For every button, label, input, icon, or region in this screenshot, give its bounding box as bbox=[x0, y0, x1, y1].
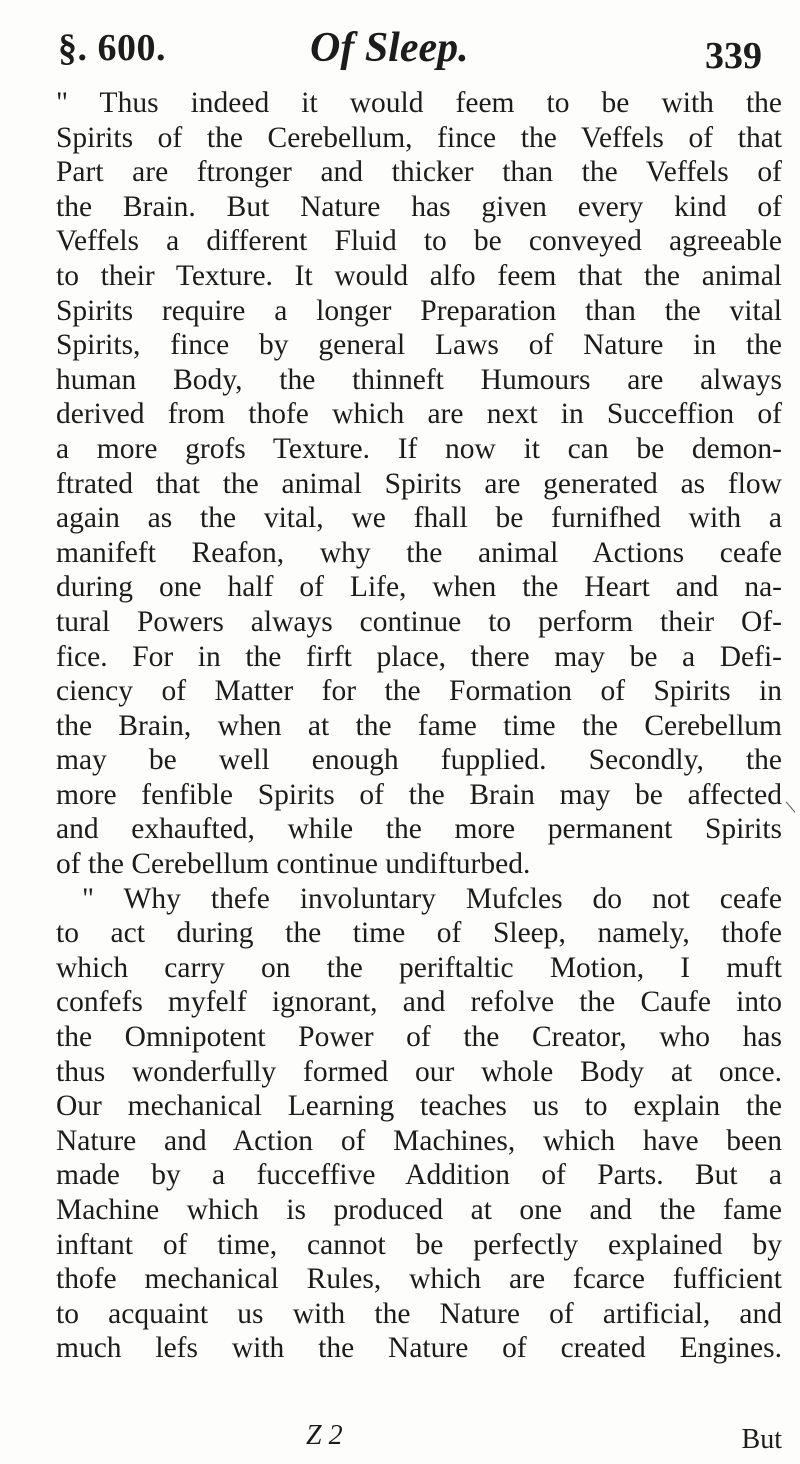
text-line: and exhaufted, while the more permanent Spirits bbox=[56, 813, 782, 846]
text-line: to acquaint us with the Nature of artificial, and bbox=[56, 1297, 782, 1330]
text-line: more fenfible Spirits of the Brain may be affected bbox=[56, 778, 782, 811]
text-line: the Omnipotent Power of the Creator, who has bbox=[56, 1021, 782, 1054]
catchword: But bbox=[741, 1424, 782, 1455]
text-line: ftrated that the animal Spirits are generated as flow bbox=[56, 467, 782, 500]
text-line: Spirits require a longer Preparation than the vital bbox=[56, 294, 782, 327]
text-line: a more grofs Texture. If now it can be demon- bbox=[56, 432, 782, 465]
page-number: 339 bbox=[705, 35, 762, 77]
section-number: §. 600. bbox=[58, 27, 166, 69]
margin-mark bbox=[786, 801, 796, 812]
text-line: the Brain. But Nature has given every kind of bbox=[56, 190, 782, 223]
text-line: tural Powers always continue to perform their Of- bbox=[56, 605, 782, 638]
text-line: Spirits, fince by general Laws of Nature in the bbox=[56, 329, 782, 362]
text-line: again as the vital, we fhall be furnifhed with a bbox=[56, 502, 782, 535]
text-line: Nature and Action of Machines, which have been bbox=[56, 1124, 782, 1157]
page-footer bbox=[56, 1420, 782, 1460]
text-line: confefs myfelf ignorant, and refolve the Caufe into bbox=[56, 986, 782, 1019]
text-line: to their Texture. It would alfo feem that the animal bbox=[56, 259, 782, 292]
page-header bbox=[58, 20, 770, 80]
text-line: to act during the time of Sleep, namely, thofe bbox=[56, 917, 782, 950]
text-line: of the Cerebellum continue undifturbed. bbox=[56, 848, 531, 881]
text-line: Our mechanical Learning teaches us to explain the bbox=[56, 1090, 782, 1123]
text-line: thofe mechanical Rules, which are fcarce fufficient bbox=[56, 1263, 782, 1296]
text-line: Part are ftronger and thicker than the Veffels of bbox=[56, 156, 782, 189]
text-line: inftant of time, cannot be perfectly explained by bbox=[56, 1228, 782, 1261]
text-line: " Why thefe involuntary Mufcles do not ceafe bbox=[82, 882, 782, 915]
text-line: made by a fucceffive Addition of Parts. But a bbox=[56, 1159, 782, 1192]
text-line: ciency of Matter for the Formation of Spirits in bbox=[56, 675, 782, 708]
text-line: which carry on the periftaltic Motion, I muft bbox=[56, 951, 782, 984]
text-line: fice. For in the firft place, there may be a Defi- bbox=[56, 640, 782, 673]
text-line: the Brain, when at the fame time the Cerebellum bbox=[56, 709, 782, 742]
text-line: during one half of Life, when the Heart and na- bbox=[56, 571, 782, 604]
text-line: Veffels a different Fluid to be conveyed agreeable bbox=[56, 225, 782, 258]
body-text bbox=[56, 86, 782, 1366]
signature-mark: Z 2 bbox=[306, 1420, 343, 1451]
text-line: thus wonderfully formed our whole Body at once. bbox=[56, 1055, 782, 1088]
text-line: Spirits of the Cerebellum, fince the Veffels of that bbox=[56, 121, 782, 154]
text-line: may be well enough fupplied. Secondly, the bbox=[56, 744, 782, 777]
text-line: manifeft Reafon, why the animal Actions ceafe bbox=[56, 536, 782, 569]
text-line: derived from thofe which are next in Succeffion of bbox=[56, 398, 782, 431]
text-line: " Thus indeed it would feem to be with the bbox=[56, 87, 782, 119]
running-title: Of Sleep. bbox=[310, 25, 469, 71]
text-line: human Body, the thinneft Humours are always bbox=[56, 363, 782, 396]
text-line: Machine which is produced at one and the fame bbox=[56, 1194, 782, 1226]
text-line: much lefs with the Nature of created Engines. bbox=[56, 1332, 782, 1365]
